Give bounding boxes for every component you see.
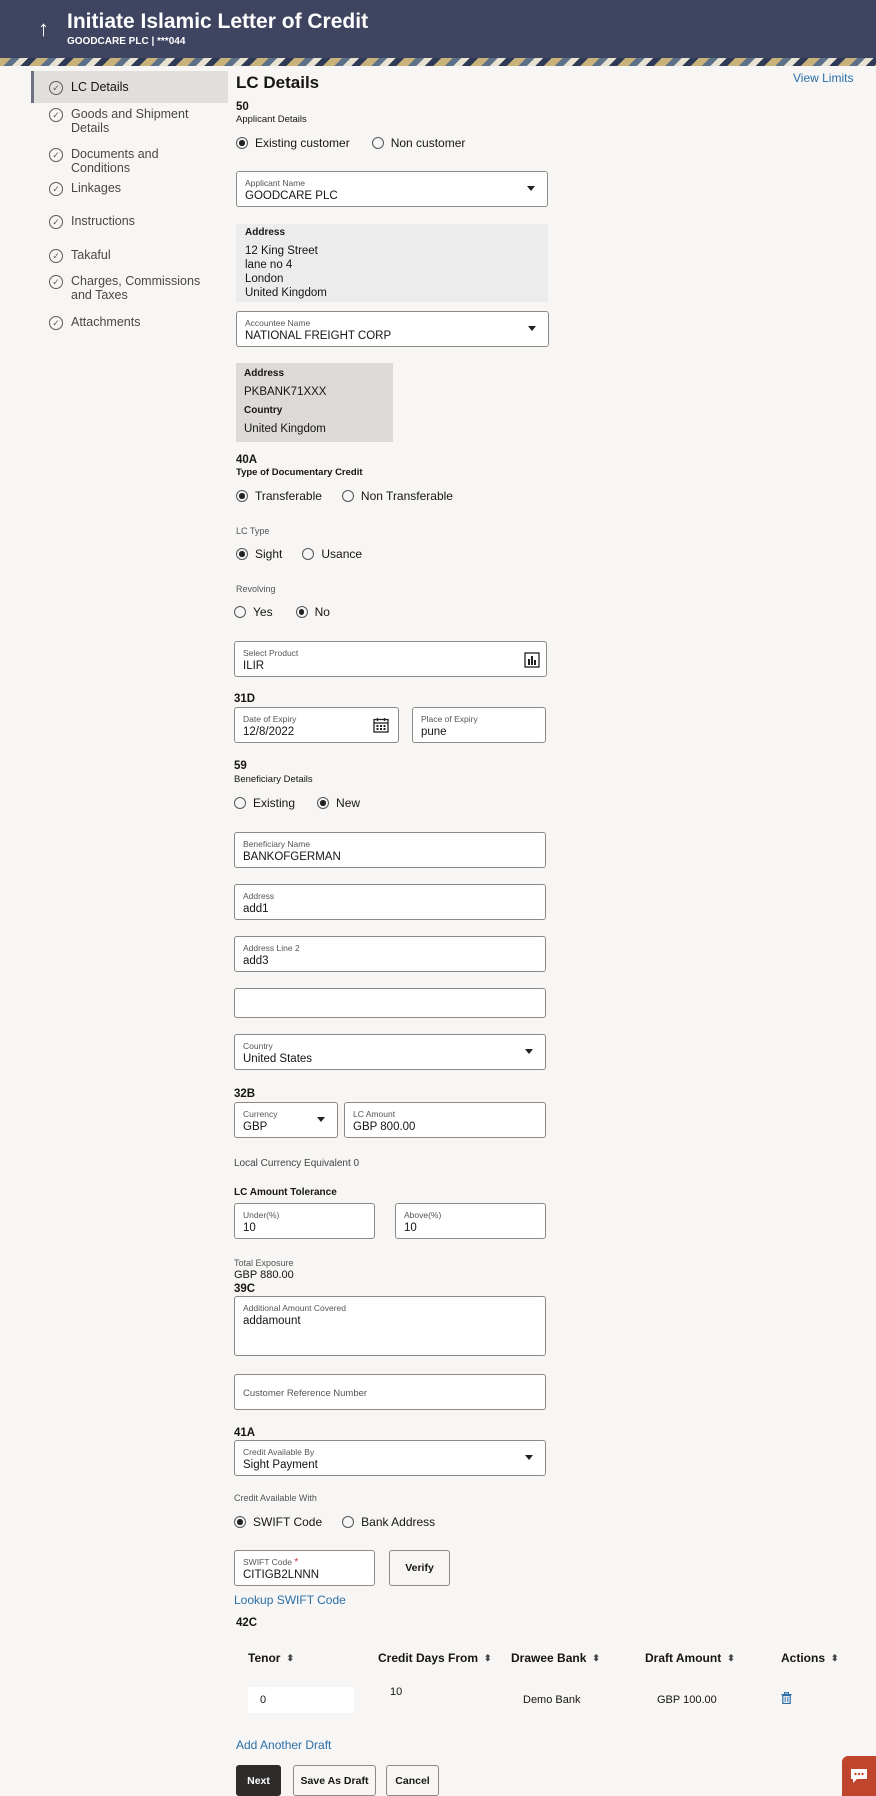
currency-select[interactable]: Currency GBP — [234, 1102, 338, 1138]
radio-no[interactable]: No — [296, 605, 330, 619]
sidebar-item-goods-shipment[interactable]: ✓ Goods and Shipment Details — [49, 107, 216, 135]
delete-icon[interactable] — [781, 1692, 792, 1704]
accountee-country-value: United Kingdom — [244, 423, 326, 435]
radio-non-transferable[interactable]: Non Transferable — [342, 489, 453, 503]
table-cell-credit-days-from: 10 — [390, 1686, 403, 1698]
credit-available-with-label: Credit Available With — [234, 1493, 317, 1503]
chevron-down-icon — [525, 1049, 533, 1054]
beneficiary-name-field[interactable]: Beneficiary Name BANKOFGERMAN — [234, 832, 546, 868]
table-cell-draft-amount: GBP 100.00 — [657, 1694, 717, 1706]
revolving-label: Revolving — [236, 584, 276, 594]
accountee-name-select[interactable]: Accountee Name NATIONAL FREIGHT CORP — [236, 311, 549, 347]
save-as-draft-button[interactable]: Save As Draft — [293, 1765, 376, 1796]
check-circle-icon: ✓ — [49, 316, 63, 330]
next-button[interactable]: Next — [236, 1765, 281, 1796]
local-currency-equivalent: Local Currency Equivalent 0 — [234, 1158, 360, 1169]
additional-amount-covered-field[interactable]: Additional Amount Covered addamount — [234, 1296, 546, 1356]
total-exposure-label: Total Exposure — [234, 1258, 294, 1268]
radio-unselected-icon — [234, 797, 246, 809]
radio-bank-address[interactable]: Bank Address — [342, 1515, 435, 1529]
column-header-draft-amount[interactable]: Draft Amount ⬍ — [645, 1651, 735, 1665]
radio-non-customer[interactable]: Non customer — [372, 136, 466, 150]
swift-tag-50: 50 — [236, 101, 249, 113]
sidebar-item-attachments[interactable]: ✓ Attachments — [49, 315, 216, 330]
credit-type-radio-group — [236, 489, 453, 503]
check-circle-icon: ✓ — [49, 249, 63, 263]
check-circle-icon: ✓ — [49, 275, 63, 289]
revolving-radio-group — [234, 605, 330, 619]
lc-amount-field[interactable]: LC Amount GBP 800.00 — [344, 1102, 546, 1138]
swift-tag-40a: 40A — [236, 454, 258, 466]
radio-sight[interactable]: Sight — [236, 547, 282, 561]
applicant-address-line-2: lane no 4 — [245, 259, 293, 271]
tolerance-above-field[interactable]: Above(%) 10 — [395, 1203, 546, 1239]
radio-selected-icon — [236, 490, 248, 502]
radio-unselected-icon — [372, 137, 384, 149]
sidebar-item-lc-details[interactable]: ✓ LC Details — [49, 80, 216, 95]
beneficiary-address-line2-field[interactable]: Address Line 2 add3 — [234, 936, 546, 972]
swift-tag-42c: 42C — [236, 1617, 258, 1629]
swift-tag-41a: 41A — [234, 1427, 256, 1439]
chevron-down-icon — [528, 326, 536, 331]
lookup-swift-code-link[interactable]: Lookup SWIFT Code — [234, 1593, 346, 1607]
applicant-address-line-1: 12 King Street — [245, 245, 318, 257]
place-of-expiry-field[interactable]: Place of Expiry pune — [412, 707, 546, 743]
radio-selected-icon — [236, 548, 248, 560]
add-another-draft-link[interactable]: Add Another Draft — [236, 1738, 332, 1752]
swift-tag-32b: 32B — [234, 1088, 256, 1100]
chevron-down-icon — [525, 1455, 533, 1460]
swift-tag-39c: 39C — [234, 1283, 256, 1295]
verify-button[interactable]: Verify — [389, 1550, 450, 1586]
swift-tag-31d: 31D — [234, 693, 256, 705]
section-title: LC Details — [236, 73, 320, 92]
page-subtitle: GOODCARE PLC | ***044 — [67, 36, 186, 47]
check-circle-icon: ✓ — [49, 215, 63, 229]
radio-unselected-icon — [302, 548, 314, 560]
tolerance-under-field[interactable]: Under(%) 10 — [234, 1203, 375, 1239]
sort-icon: ⬍ — [286, 1652, 294, 1663]
customer-reference-field[interactable]: Customer Reference Number — [234, 1374, 546, 1410]
required-indicator: * — [294, 1557, 299, 1568]
beneficiary-address-line3-field[interactable] — [234, 988, 546, 1018]
accountee-country-label: Country — [244, 405, 283, 416]
sort-icon: ⬍ — [727, 1652, 735, 1663]
radio-transferable[interactable]: Transferable — [236, 489, 322, 503]
chevron-down-icon — [317, 1117, 325, 1122]
sort-icon: ⬍ — [831, 1652, 839, 1663]
chat-bubble-icon — [849, 1767, 869, 1785]
radio-selected-icon — [234, 1516, 246, 1528]
column-header-credit-days-from[interactable]: Credit Days From ⬍ — [378, 1651, 492, 1665]
header-decoration — [0, 58, 876, 66]
column-header-drawee-bank[interactable]: Drawee Bank ⬍ — [511, 1651, 600, 1665]
radio-selected-icon — [236, 137, 248, 149]
applicant-name-select[interactable]: Applicant Name GOODCARE PLC — [236, 171, 548, 207]
beneficiary-type-radio-group — [234, 796, 360, 810]
radio-selected-icon — [296, 606, 308, 618]
lc-amount-tolerance-label: LC Amount Tolerance — [234, 1187, 337, 1198]
lc-type-label: LC Type — [236, 526, 270, 536]
date-of-expiry-field[interactable]: Date of Expiry 12/8/2022 — [234, 707, 399, 743]
radio-existing-customer[interactable]: Existing customer — [236, 136, 350, 150]
radio-unselected-icon — [342, 490, 354, 502]
applicant-details-label: Applicant Details — [236, 114, 307, 125]
check-circle-icon: ✓ — [49, 182, 63, 196]
total-exposure-value: GBP 880.00 — [234, 1269, 294, 1281]
cancel-button[interactable]: Cancel — [386, 1765, 439, 1796]
beneficiary-address-field[interactable]: Address add1 — [234, 884, 546, 920]
applicant-address-line-3: London — [245, 273, 284, 285]
chevron-down-icon — [527, 186, 535, 191]
swift-tag-59: 59 — [234, 760, 247, 772]
swift-code-field[interactable]: SWIFT Code * CITIGB2LNNN — [234, 1550, 375, 1586]
check-circle-icon: ✓ — [49, 81, 63, 95]
credit-available-by-select[interactable]: Credit Available By Sight Payment — [234, 1440, 546, 1476]
accountee-address-label: Address — [244, 368, 285, 379]
view-limits-link[interactable]: View Limits — [793, 71, 854, 85]
radio-selected-icon — [317, 797, 329, 809]
credit-type-label: Type of Documentary Credit — [236, 467, 363, 478]
product-lookup-icon[interactable] — [524, 652, 540, 668]
radio-unselected-icon — [234, 606, 246, 618]
applicant-address-box — [236, 224, 548, 302]
chat-widget-button[interactable] — [842, 1756, 876, 1796]
sidebar-item-linkages[interactable]: ✓ Linkages — [49, 181, 216, 196]
radio-existing[interactable]: Existing — [234, 796, 295, 810]
sort-icon: ⬍ — [484, 1652, 492, 1663]
radio-new[interactable]: New — [317, 796, 360, 810]
beneficiary-country-select[interactable]: Country United States — [234, 1034, 546, 1070]
accountee-address-box — [236, 363, 393, 442]
credit-available-with-radio-group — [234, 1515, 435, 1529]
tenor-input[interactable]: 0 — [248, 1687, 354, 1713]
back-arrow-icon[interactable]: ↑ — [38, 16, 49, 41]
column-header-actions: Actions ⬍ — [781, 1651, 839, 1665]
page-title: Initiate Islamic Letter of Credit — [67, 10, 369, 33]
sidebar-item-instructions[interactable]: ✓ Instructions — [49, 214, 216, 229]
table-cell-drawee-bank: Demo Bank — [523, 1694, 581, 1706]
radio-swift-code[interactable]: SWIFT Code — [234, 1515, 322, 1529]
sidebar-item-charges[interactable]: ✓ Charges, Commissions and Taxes — [49, 274, 216, 302]
check-circle-icon: ✓ — [49, 148, 63, 162]
sidebar-item-takaful[interactable]: ✓ Takaful — [49, 248, 216, 263]
radio-yes[interactable]: Yes — [234, 605, 273, 619]
radio-usance[interactable]: Usance — [302, 547, 362, 561]
lc-type-radio-group — [236, 547, 362, 561]
column-header-tenor[interactable]: Tenor ⬍ — [248, 1651, 294, 1665]
select-product-field[interactable]: Select Product ILIR — [234, 641, 547, 677]
applicant-address-label: Address — [245, 227, 286, 238]
beneficiary-details-label: Beneficiary Details — [234, 774, 313, 785]
accountee-address-value: PKBANK71XXX — [244, 386, 327, 398]
applicant-type-radio-group — [236, 136, 465, 150]
check-circle-icon: ✓ — [49, 108, 63, 122]
calendar-icon[interactable] — [373, 717, 389, 733]
sort-icon: ⬍ — [592, 1652, 600, 1663]
radio-unselected-icon — [342, 1516, 354, 1528]
applicant-address-line-4: United Kingdom — [245, 287, 327, 299]
sidebar-item-documents[interactable]: ✓ Documents and Conditions — [49, 147, 216, 175]
